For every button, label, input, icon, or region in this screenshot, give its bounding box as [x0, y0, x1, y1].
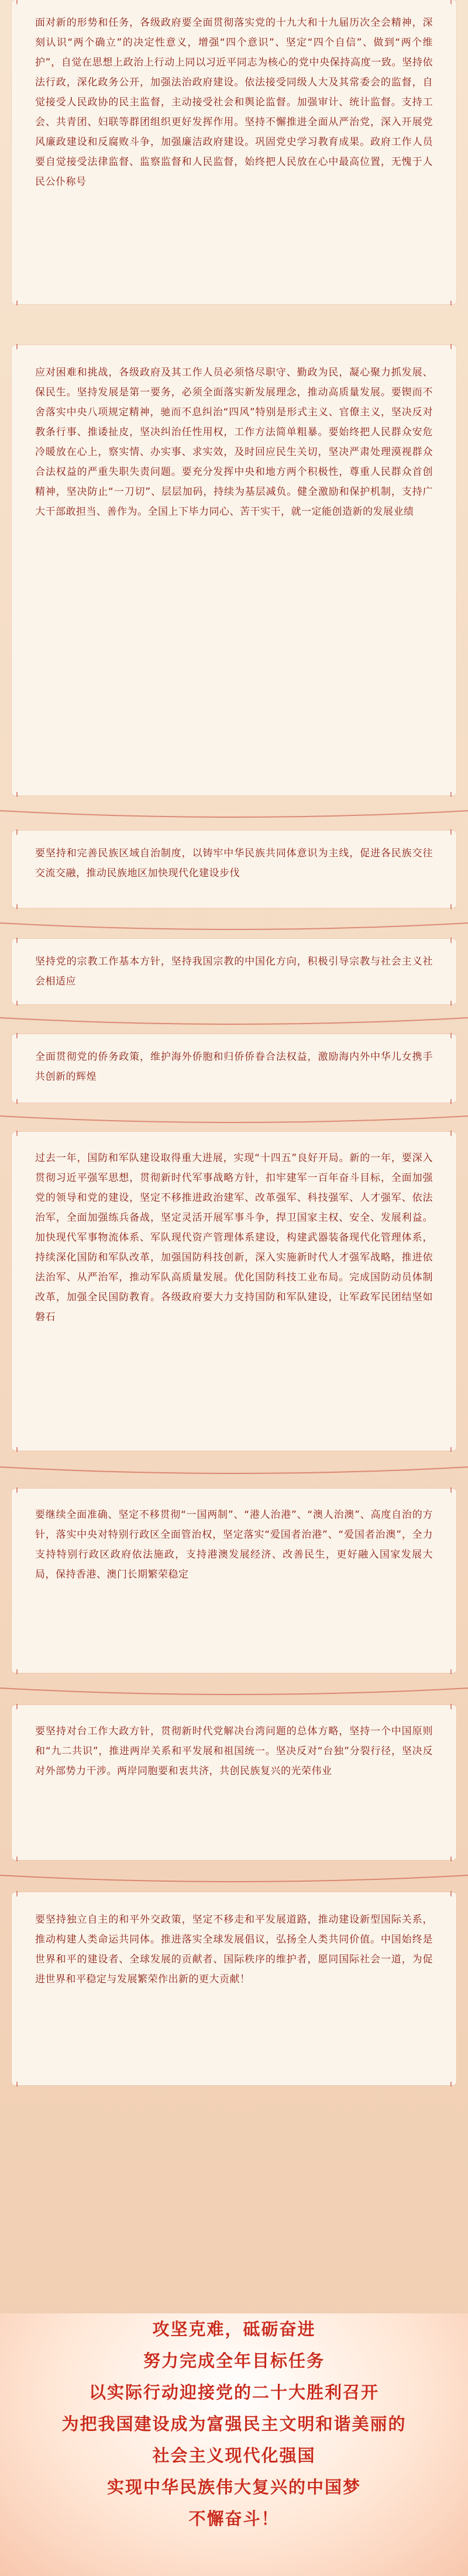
slogan-line: 努力完成全年目标任务 — [143, 2351, 325, 2371]
panel-paragraph: 全面贯彻党的侨务政策，维护海外侨胞和归侨侨眷合法权益，激励海内外中华儿女携手共创新的辉煌 — [35, 1051, 433, 1083]
panel-paragraph: 要坚持独立自主的和平外交政策，坚定不移走和平发展道路，推动建设新型国际关系，推动构建人类命运共同体。推进落实全球发展倡议，弘扬全人类共同价值。中国始终是世界和平的建设者、全球发展的贡献者、国际秩序的维护者，愿同国际社会一道，为促进世界和平稳定与发展繁荣作出新的更大贡献！ — [35, 1914, 433, 1985]
section-divider — [0, 800, 468, 821]
slogan-line: 社会主义现代化强国 — [152, 2446, 316, 2465]
text-panel-8 — [12, 1705, 456, 1860]
text-panel-2 — [12, 345, 456, 795]
panel-paragraph: 坚持党的宗教工作基本方针，坚持我国宗教的中国化方向，积极引导宗教与社会主义社会相适应 — [35, 956, 433, 987]
slogan-lines — [0, 2313, 468, 2534]
text-panel-6 — [12, 1132, 456, 1451]
text-panel-7 — [12, 1489, 456, 1673]
text-panel-3 — [12, 831, 456, 908]
text-panel-4 — [12, 939, 456, 1004]
closing-slogan-banner — [0, 2313, 468, 2576]
text-panel-5 — [12, 1034, 456, 1103]
section-divider — [0, 1678, 468, 1699]
section-divider — [0, 1106, 468, 1127]
slogan-line: 以实际行动迎接党的二十大胜利召开 — [88, 2382, 379, 2402]
panel-paragraph: 应对困难和挑战，各级政府及其工作人员必须恪尽职守、勤政为民，凝心聚力抓发展、保民生。坚持发展是第一要务，必须全面落实新发展理念，推动高质量发展。要锲而不舍落实中央八项规定精神，驰而不息纠治“四风”特别是形式主义、官僚主义，坚决反对教条行事、推诿扯皮，坚决纠治任性用权，工作方法简单粗暴。要始终把人民群众安危冷暖放在心上，察实情、办实事、求实效，及时回应民生关切，坚决严肃处理漠视群众合法权益的严重失职失责问题。要充分发挥中央和地方两个积极性，尊重人民群众首创精神，坚决防止“一刀切”、层层加码，持续为基层减负。健全激励和保护机制，支持广大干部敢担当、善作为。全国上下毕力同心、苦干实干，就一定能创造新的发展业绩 — [35, 367, 433, 518]
text-panel-9 — [12, 1892, 456, 2085]
section-divider — [0, 1456, 468, 1478]
panel-paragraph: 要坚持和完善民族区域自治制度，以铸牢中华民族共同体意识为主线，促进各民族交往交流交融，推动民族地区加快现代化建设步伐 — [35, 848, 433, 879]
section-divider — [0, 1007, 468, 1028]
slogan-line: 攻坚克难，砥砺奋进 — [152, 2319, 316, 2339]
panel-paragraph: 过去一年，国防和军队建设取得重大进展，实现“十四五”良好开局。新的一年，要深入贯彻习近平强军思想，贯彻新时代军事战略方针，扣牢建军一百年奋斗目标，全面加强党的领导和党的建设，坚定不移推进政治建军、改革强军、科技强军、人才强军、依法治军，全面加强练兵备战，坚定灵活开展军事斗争，捍卫国家主权、安全、发展利益。加快现代军事物流体系、军队现代资产管理体系建设，构建武器装备现代化管理体系，持续深化国防和军队改革，加强国防科技创新，深入实施新时代人才强军战略，推进依法治军、从严治军，推动军队高质量发展。优化国防科技工业布局。完成国防动员体制改革，加强全民国防教育。各级政府要大力支持国防和军队建设，让军政军民团结坚如磐石 — [35, 1152, 433, 1323]
section-divider — [0, 1865, 468, 1886]
panel-paragraph: 要继续全面准确、坚定不移贯彻“一国两制”、“港人治港”、“澳人治澳”、高度自治的方针，落实中央对特别行政区全面管治权，坚定落实“爱国者治港”、“爱国者治澳”，全力支持特别行政区政府依法施政，支持港澳发展经济、改善民生，更好融入国家发展大局，保持香港、澳门长期繁荣稳定 — [35, 1509, 433, 1580]
panel-paragraph: 面对新的形势和任务，各级政府要全面贯彻落实党的十九大和十九届历次全会精神，深刻认识“两个确立”的决定性意义，增强“四个意识”、坚定“四个自信”、做到“两个维护”，自觉在思想上政治上行动上同以习近平同志为核心的党中央保持高度一致。坚持依法行政，深化政务公开，加强法治政府建设。依法接受同级人大及其常委会的监督，自觉接受人民政协的民主监督，主动接受社会和舆论监督。加强审计、统计监督。支持工会、共青团、妇联等群团组织更好发挥作用。坚持不懈推进全面从严治党，深入开展党风廉政建设和反腐败斗争，加强廉洁政府建设。巩固党史学习教育成果。政府工作人员要自觉接受法律监督、监察监督和人民监督，始终把人民放在心中最高位置，无愧于人民公仆称号 — [35, 17, 433, 188]
slogan-line: 为把我国建设成为富强民主文明和谐美丽的 — [61, 2414, 407, 2434]
text-panel-1 — [12, 0, 456, 304]
slogan-line: 实现中华民族伟大复兴的中国梦 — [106, 2477, 361, 2497]
slogan-line: 不懈奋斗！ — [188, 2509, 280, 2529]
panel-paragraph: 要坚持对台工作大政方针，贯彻新时代党解决台湾问题的总体方略，坚持一个中国原则和“九二共识”，推进两岸关系和平发展和祖国统一。坚决反对“台独”分裂行径，坚决反对外部势力干涉。两岸同胞要和衷共济，共创民族复兴的光荣伟业 — [35, 1726, 433, 1777]
section-divider — [0, 912, 468, 934]
